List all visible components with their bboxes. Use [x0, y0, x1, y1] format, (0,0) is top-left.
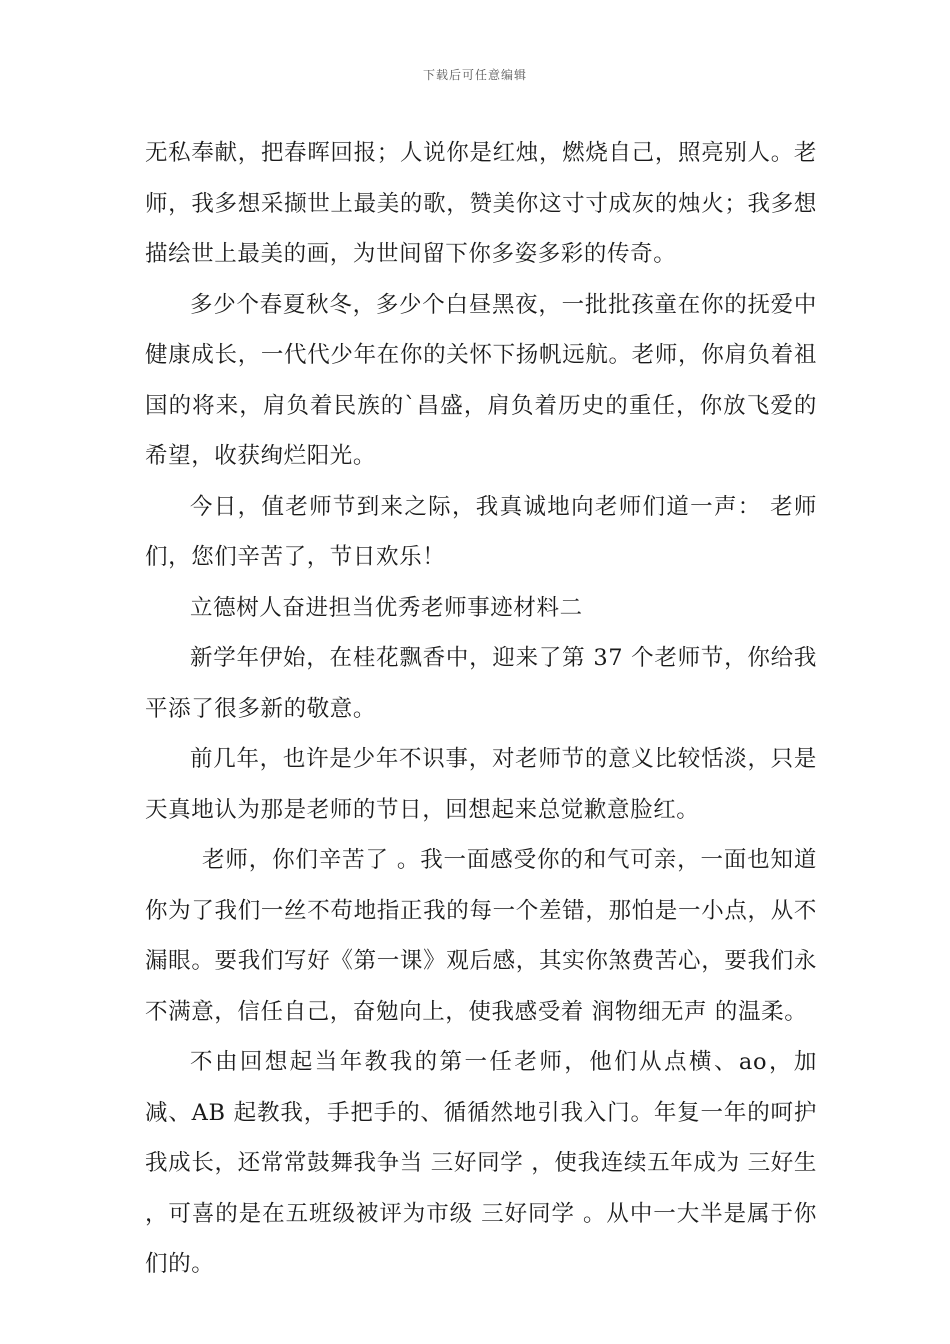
- paragraph-2: 多少个春夏秋冬，多少个白昼黑夜，一批批孩童在你的抚爱中健康成长，一代代少年在你的关怀下扬帆远航。老师，你肩负着祖国的将来，肩负着民族的`昌盛，肩负着历史的重任，你放飞爱的希望，收获绚烂阳光。: [145, 291, 817, 469]
- section-heading: 立德树人奋进担当优秀老师事迹材料二: [190, 594, 583, 621]
- paragraph-3: 今日，值老师节到来之际，我真诚地向老师们道一声： 老师们，您们辛苦了，节日欢乐！: [145, 493, 817, 570]
- paragraph-5: 前几年，也许是少年不识事，对老师节的意义比较恬淡，只是天真地认为那是老师的节日，回想起来总觉歉意脸红。: [145, 746, 817, 823]
- header-note: 下载后可任意编辑: [422, 68, 527, 82]
- paragraph-6: 老师，你们辛苦了 。我一面感受你的和气可亲，一面也知道你为了我们一丝不苟地指正我的每一个差错，那怕是一小点，从不漏眼。要我们写好《第一课》观后感，其实你煞费苦心，要我们永不满意，信任自己，奋勉向上，使我感受着 润物细无声 的温柔。: [145, 847, 817, 1025]
- paragraph-4: 新学年伊始，在桂花飘香中，迎来了第 37 个老师节，你给我平添了很多新的敬意。: [145, 645, 817, 722]
- paragraph-1: 无私奉献，把春晖回报；人说你是红烛，燃烧自己，照亮别人。老师，我多想采撷世上最美的歌，赞美你这寸寸成灰的烛火；我多想描绘世上最美的画，为世间留下你多姿多彩的传奇。: [145, 140, 817, 267]
- paragraph-7: 不由回想起当年教我的第一任老师，他们从点横、ao，加减、AB 起教我，手把手的、循循然地引我入门。年复一年的呵护我成长，还常常鼓舞我争当 三好同学 ，使我连续五年成为 三好生 ，可喜的是在五班级被评为市级 三好同学 。从中一大半是属于你们的。: [145, 1049, 817, 1277]
- document-body: [145, 128, 817, 1290]
